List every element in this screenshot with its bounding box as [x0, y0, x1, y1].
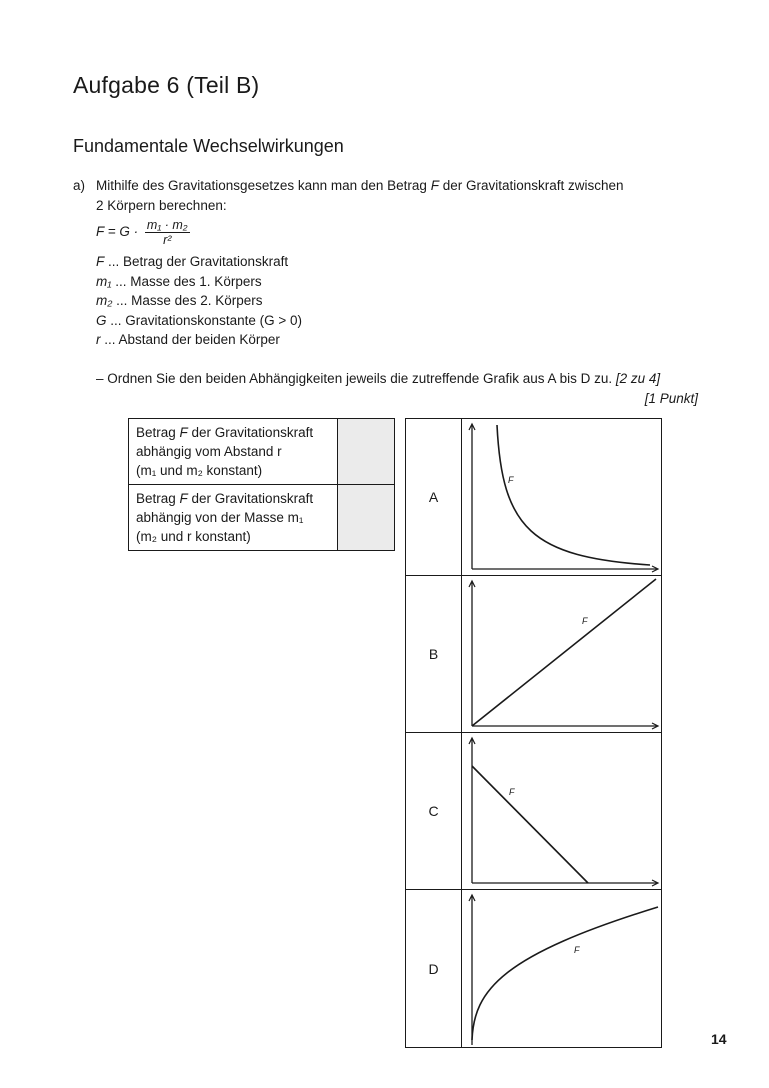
graph-d-svg	[462, 890, 661, 1047]
legend-item: m₁ ... Masse des 1. Körpers	[96, 273, 262, 289]
graph-plot	[462, 576, 661, 733]
graph-a-svg	[462, 419, 661, 576]
curve-label: F	[509, 787, 515, 797]
legend-item: F ... Betrag der Gravitationskraft	[96, 254, 289, 269]
curve-label: F	[508, 475, 514, 485]
section-title: Fundamentale Wechselwirkungen	[73, 136, 344, 156]
page-title: Aufgabe 6 (Teil B)	[73, 72, 260, 98]
curve-hyperbola	[497, 425, 650, 565]
symbol-legend	[96, 252, 302, 350]
curve-label: F	[582, 616, 588, 626]
table-row	[129, 419, 395, 485]
answer-field[interactable]	[338, 485, 395, 551]
graph-c-svg	[462, 733, 661, 890]
curve-label: F	[574, 945, 580, 955]
page-number: 14	[711, 1031, 727, 1047]
part-a-intro: Mithilfe des Gravitationsgesetzes kann man den Betrag F der Gravitationskraft zwischen 2 Körpern berechnen:	[96, 178, 624, 213]
graph-plot	[462, 733, 661, 890]
graph-label: D	[406, 890, 462, 1047]
assignment-table	[128, 418, 395, 551]
curve-linear-up	[472, 579, 656, 726]
graph-option-d[interactable]	[406, 890, 661, 1047]
part-marker: a)	[73, 178, 86, 193]
legend-item: G ... Gravitationskonstante (G > 0)	[96, 312, 302, 328]
legend-item: r ... Abstand der beiden Körper	[96, 332, 280, 347]
dependency-description: Betrag F der Gravitationskraft abhängig von der Masse m₁ (m₂ und r konstant)	[129, 485, 338, 551]
graph-plot	[462, 890, 661, 1047]
answer-field[interactable]	[338, 419, 395, 485]
dependency-description: Betrag F der Gravitationskraft abhängig vom Abstand r (m₁ und m₂ konstant)	[129, 419, 338, 485]
legend-item: m₂ ... Masse des 2. Körpers	[96, 293, 263, 308]
task-instruction: – Ordnen Sie den beiden Abhängigkeiten jeweils die zutreffende Grafik aus A bis D zu. [2 zu 4] [1 Punkt]	[96, 369, 698, 408]
graph-label: A	[406, 419, 462, 575]
gravitation-formula: F = G · $\frac{\text{m₁ · m₂}}{\text{r²}}$	[96, 218, 188, 247]
graph-option-b[interactable]	[406, 576, 661, 733]
graph-plot	[462, 419, 661, 576]
graph-label: B	[406, 576, 462, 732]
graph-options	[405, 418, 662, 1048]
graph-option-a[interactable]	[406, 419, 661, 576]
table-row	[129, 485, 395, 551]
graph-label: C	[406, 733, 462, 889]
graph-option-c[interactable]	[406, 733, 661, 890]
curve-linear-down	[472, 766, 588, 883]
points-ratio: [2 zu 4]	[615, 371, 661, 386]
points-total: [1 Punkt]	[644, 390, 698, 406]
graph-b-svg	[462, 576, 661, 733]
curve-sqrt	[472, 907, 658, 1040]
